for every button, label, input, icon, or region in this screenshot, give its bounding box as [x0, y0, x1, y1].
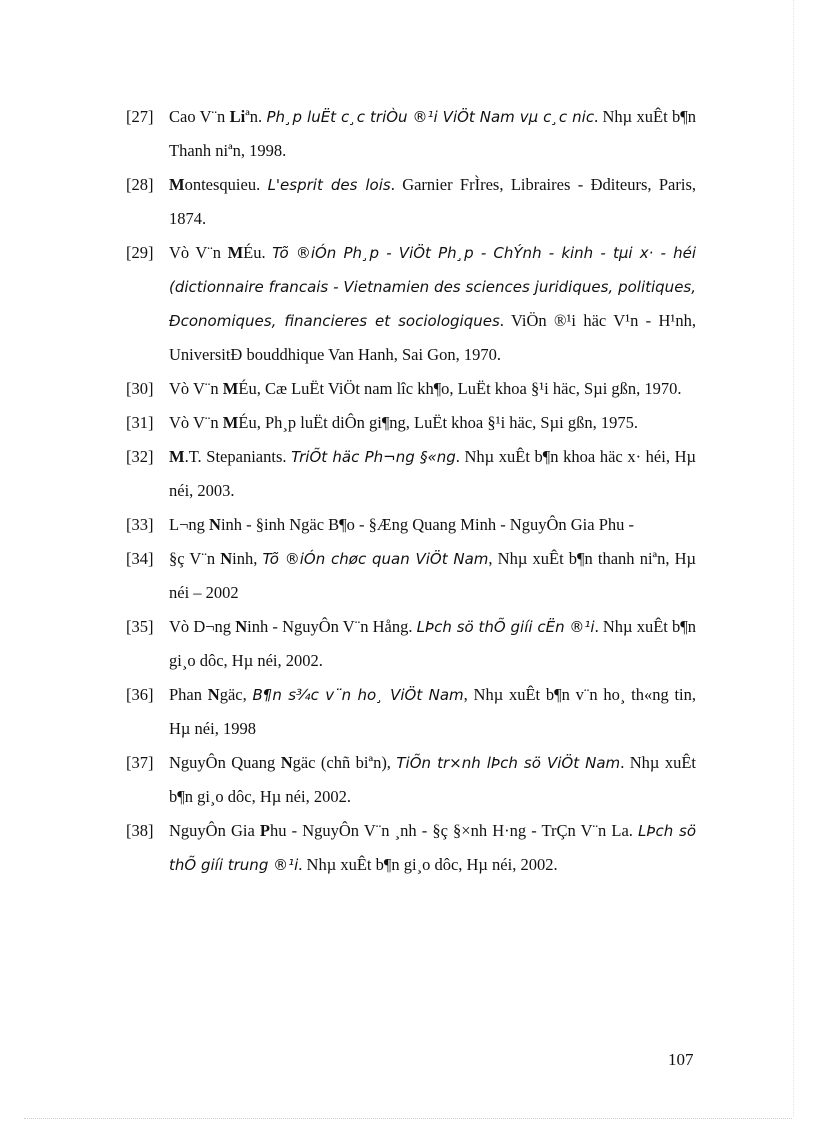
reference-rest: . Nhµ xuÊt b¶n Thanh niªn, 1998.	[169, 107, 696, 160]
reference-author-bold: N	[280, 753, 293, 772]
reference-author-pre: Vò V¨n	[169, 413, 223, 432]
reference-title-2: LÞch sö thÕ giíi cËn ®¹i	[416, 618, 595, 636]
reference-author-bold: Li	[229, 107, 246, 126]
reference-number: [37]	[126, 753, 154, 772]
reference-author-post: Éu.	[243, 243, 266, 262]
reference-title: TriÕt häc Ph¬ng §«ng	[291, 448, 456, 466]
reference-entry	[126, 236, 696, 372]
reference-number: [36]	[126, 685, 154, 704]
reference-author-pre: Vò D¬ng	[169, 617, 236, 636]
reference-author-post: gäc (chñ biªn),	[292, 753, 391, 772]
reference-entry	[126, 168, 696, 236]
reference-entry	[126, 100, 696, 168]
reference-rest: . Nhµ xuÊt b¶n gi¸o dôc, Hµ néi, 2002.	[169, 753, 697, 806]
reference-rest: - §inh Ngäc B¶o - §Æng Quang Minh - NguyÔn Gia Phu -	[242, 515, 635, 534]
reference-author-bold: N	[207, 685, 220, 704]
reference-entry	[126, 814, 696, 882]
reference-author-bold: M	[222, 413, 239, 432]
reference-author-post: Éu,	[238, 379, 261, 398]
reference-number: [38]	[126, 821, 154, 840]
reference-author-pre: NguyÔn Quang	[169, 753, 281, 772]
reference-rest: . Garnier FrÌres, Libraires - Ðditeurs, Paris, 1874.	[169, 175, 696, 228]
reference-rest: . Nhµ xuÊt b¶n khoa häc x· héi, Hµ néi, 2003.	[169, 447, 696, 500]
reference-title: L'esprit des lois	[267, 176, 391, 194]
reference-entry	[126, 508, 696, 542]
page-bottom-border	[24, 1118, 792, 1119]
reference-rest: . ViÖn ®¹i häc V¹n - H¹nh, UniversitÐ bouddhique Van Hanh, Sai Gon, 1970.	[169, 311, 696, 364]
reference-entry	[126, 440, 696, 508]
reference-author-post: .T. Stepaniants.	[184, 447, 287, 466]
reference-author-bold: N	[235, 617, 248, 636]
reference-author-bold: M	[169, 447, 185, 466]
reference-title: Tõ ®iÓn chøc quan ViÖt Nam	[262, 550, 489, 568]
reference-entry	[126, 406, 696, 440]
reference-number: [34]	[126, 549, 154, 568]
reference-title-2: LÞch sö thÕ giíi trung ®¹i	[169, 822, 696, 874]
page-right-border	[793, 0, 794, 1117]
reference-author-pre: Cao V¨n	[169, 107, 230, 126]
reference-list	[126, 100, 696, 882]
reference-author-bold: M	[227, 243, 244, 262]
reference-rest-2: . Nhµ xuÊt b¶n gi¸o dôc, Hµ néi, 2002.	[169, 617, 697, 670]
reference-entry	[126, 542, 696, 610]
reference-author-pre: L¬ng	[169, 515, 210, 534]
reference-author-post: inh,	[232, 549, 258, 568]
reference-author-pre: Vò V¨n	[169, 379, 223, 398]
reference-number: [27]	[126, 107, 154, 126]
reference-entry	[126, 610, 696, 678]
reference-author-bold: N	[220, 549, 233, 568]
reference-rest: Cæ LuËt ViÖt nam lîc kh¶o, LuËt khoa §¹i häc, Sµi gßn, 1970.	[260, 379, 682, 398]
reference-rest: Ph¸p luËt diÔn gi¶ng, LuËt khoa §¹i häc, Sµi gßn, 1975.	[260, 413, 638, 432]
reference-author-post: ontesquieu.	[184, 175, 261, 194]
reference-author-bold: M	[169, 175, 185, 194]
reference-author-post: hu	[269, 821, 287, 840]
reference-number: [33]	[126, 515, 154, 534]
reference-author-pre: Vò V¨n	[169, 243, 228, 262]
reference-entry	[126, 678, 696, 746]
reference-author-pre: §ç V¨n	[169, 549, 221, 568]
reference-author-post: ªn.	[245, 107, 263, 126]
reference-number: [35]	[126, 617, 154, 636]
reference-rest: , Nhµ xuÊt b¶n v¨n ho¸ th«ng tin, Hµ néi, 1998	[169, 685, 696, 738]
reference-entry	[126, 746, 696, 814]
reference-author-post: inh	[220, 515, 243, 534]
reference-author-post: gäc,	[219, 685, 247, 704]
reference-title: B¶n s¾c v¨n ho¸ ViÖt Nam	[252, 686, 464, 704]
reference-author-post: Éu,	[238, 413, 261, 432]
reference-title: Tõ ®iÓn Ph¸p - ViÖt Ph¸p - ChÝnh - kinh - tµi x· - héi (dictionnaire francais - Vietnamien des sciences juridiques, politiques, Ðconomiques, financieres et sociologiques	[169, 244, 697, 330]
reference-author-bold: N	[209, 515, 221, 534]
reference-title: Ph¸p luËt c¸c triÒu ®¹i ViÖt Nam vµ c¸c nic	[266, 108, 595, 126]
reference-author-post: inh	[247, 617, 269, 636]
reference-rest-2: . Nhµ xuÊt b¶n gi¸o dôc, Hµ néi, 2002.	[298, 855, 558, 874]
reference-author-bold: M	[222, 379, 239, 398]
reference-number: [30]	[126, 379, 154, 398]
reference-title: TiÕn tr×nh lÞch sö ViÖt Nam	[396, 754, 621, 772]
reference-number: [32]	[126, 447, 154, 466]
reference-rest: , Nhµ xuÊt b¶n thanh niªn, Hµ néi – 2002	[169, 549, 697, 602]
reference-author-pre: Phan	[169, 685, 208, 704]
reference-rest: - NguyÔn V¨n ¸nh - §ç §×nh H·ng - TrÇn V¨n La.	[286, 821, 639, 840]
reference-number: [28]	[126, 175, 154, 194]
reference-number: [31]	[126, 413, 154, 432]
reference-number: [29]	[126, 243, 154, 262]
reference-author-pre: NguyÔn Gia	[169, 821, 260, 840]
page-number: 107	[668, 1050, 694, 1069]
reference-entry	[126, 372, 696, 406]
reference-author-bold: P	[259, 821, 270, 840]
reference-rest: - NguyÔn V¨n Hång.	[268, 617, 417, 636]
